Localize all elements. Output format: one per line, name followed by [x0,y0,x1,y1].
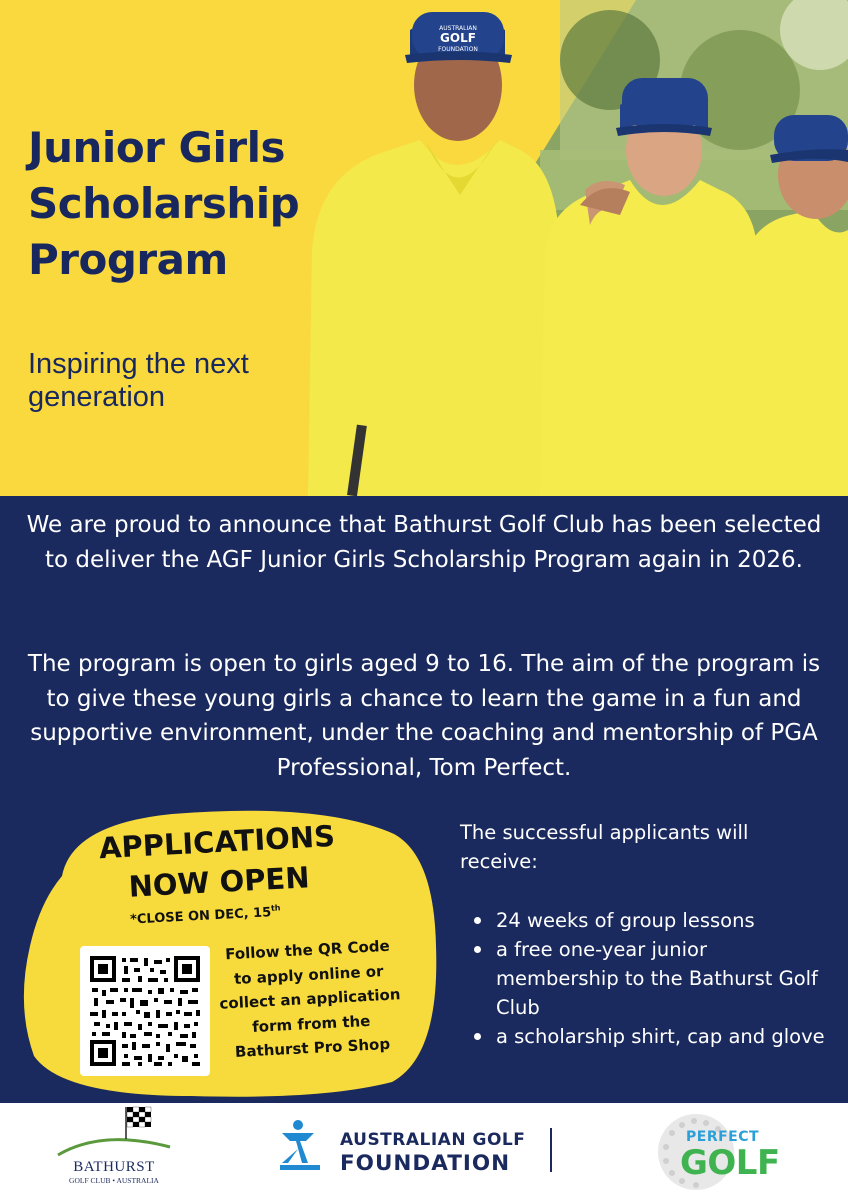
subtitle-line: generation [28,381,166,413]
cap-logo-text: AUSTRALIAN [439,25,477,32]
benefits-list [472,906,832,1051]
subtitle [28,348,308,414]
title-line: Scholarship [28,179,300,228]
golfer-icon [278,1119,328,1177]
closing-date-suffix: th [270,903,281,913]
content-panel [0,496,848,1103]
cap-logo-text: FOUNDATION [438,46,478,53]
title-line: Program [28,235,228,284]
checkered-flag-icon [127,1107,151,1127]
cap-logo-text: GOLF [440,31,476,45]
benefit-item: 24 weeks of group lessons [472,906,832,935]
title-line: Junior Girls [28,123,285,172]
qr-code[interactable] [80,946,210,1076]
heading-line: NOW OPEN [127,860,311,904]
benefit-item: a free one-year junior membership to the Bathurst Golf Club [472,935,832,1022]
applications-heading [66,814,370,913]
subtitle-line: Inspiring the next [28,348,249,380]
australian-golf-foundation-logo[interactable] [278,1113,558,1183]
bathurst-name: BATHURST [73,1159,155,1175]
sponsor-footer [0,1103,848,1200]
page-title [28,120,348,288]
perfect-golf-logo[interactable] [656,1111,780,1193]
benefit-item: a scholarship shirt, cap and glove [472,1022,832,1051]
benefits-intro: The successful applicants will receive: [460,821,749,873]
flag-hill-icon [52,1103,176,1161]
bathurst-golf-club-logo[interactable] [52,1103,176,1200]
agf-name-line2: FOUNDATION [340,1151,511,1176]
agf-name-line1: AUSTRALIAN GOLF [340,1130,526,1150]
bathurst-tagline: GOLF CLUB • AUSTRALIA [69,1176,159,1185]
hero-banner [0,0,848,496]
program-paragraph: The program is open to girls aged 9 to 16. The aim of the program is to give these young girls a chance to learn the game in a fun and supportive environment, under the coaching and mentorship of PGA Professional, Tom Perfect. [27,651,821,781]
perfect-line1: PERFECT [686,1129,760,1145]
logo-divider [550,1128,552,1172]
applications-callout [22,806,440,1098]
intro-paragraph: We are proud to announce that Bathurst Golf Club has been selected to deliver the AGF Junior Girls Scholarship Program again in 2026. [26,512,822,573]
perfect-line2: GOLF [680,1143,780,1183]
qr-instructions: Follow the QR Code to apply online or collect an application form from the Bathurst Pro Shop [219,936,401,1061]
heading-line: APPLICATIONS [98,818,336,866]
closing-date-text: *CLOSE ON DEC, 15 [129,905,272,928]
qr-code-pattern [88,954,202,1068]
